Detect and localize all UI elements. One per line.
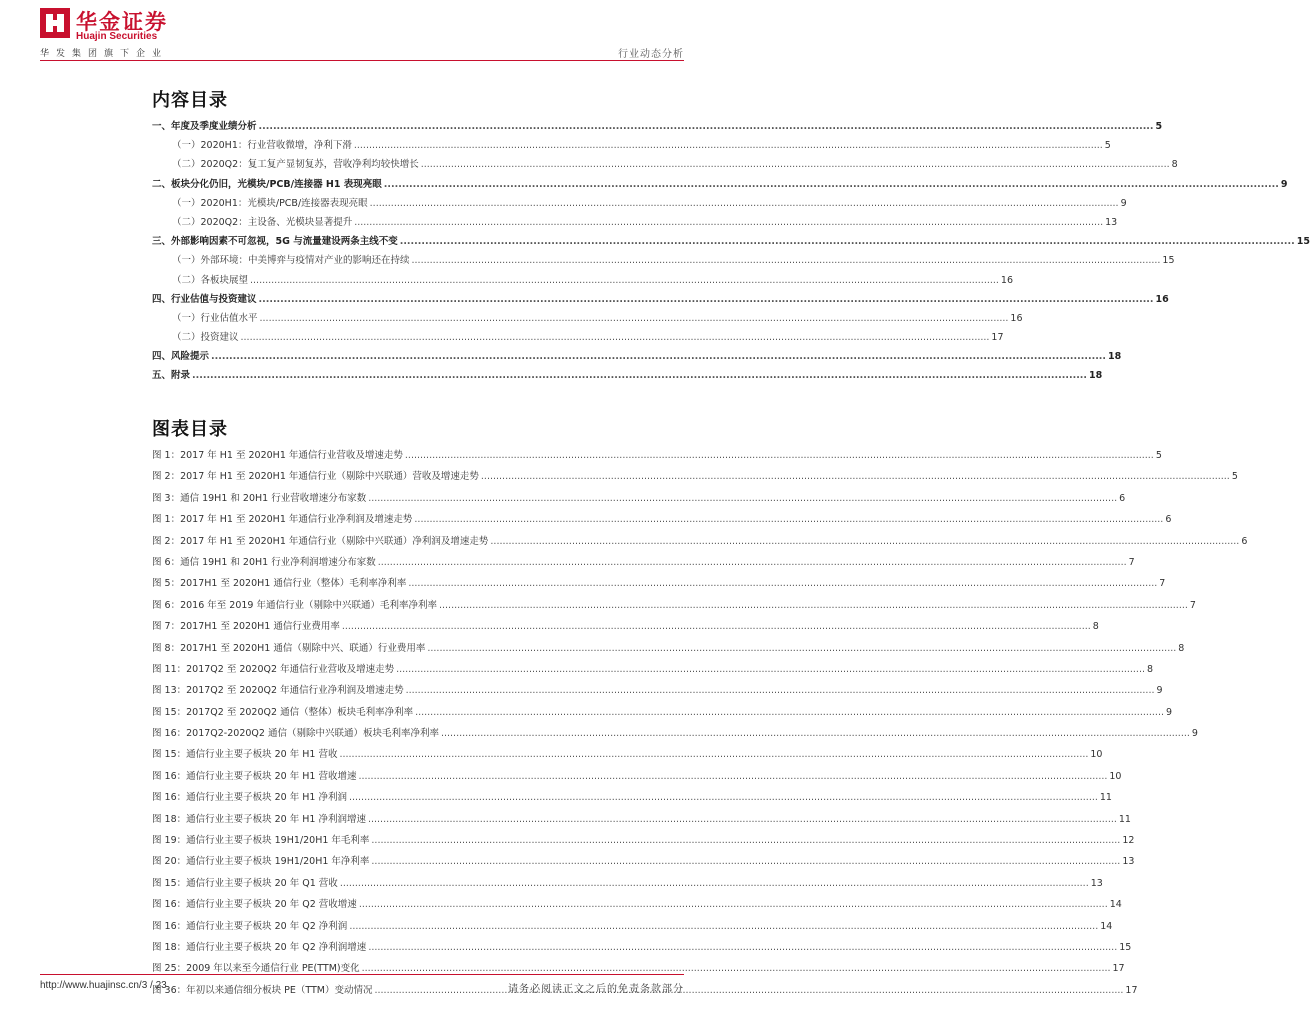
- figure-entry-page: 13: [1090, 877, 1103, 889]
- figure-entry-page: 8: [1092, 621, 1099, 633]
- dot-leader: [354, 136, 1103, 155]
- toc-entry-page: 18: [1089, 370, 1103, 382]
- figure-entry-page: 9: [1165, 706, 1173, 718]
- footer-url-page[interactable]: http://www.huajinsc.cn/3 / 23: [40, 980, 167, 991]
- dot-leader: [378, 552, 1127, 573]
- toc-entry-page: 13: [1105, 216, 1118, 228]
- toc-entry-text: （一）2020H1：行业营收微增，净利下滑: [172, 140, 352, 152]
- toc-entry-page: 16: [1155, 293, 1169, 305]
- figure-entry[interactable]: [152, 445, 1162, 466]
- toc-entry[interactable]: [152, 175, 1288, 194]
- figure-entry-text: 图 15：通信行业主要子板块 20 年 H1 营收: [152, 749, 338, 761]
- toc-title: 内容目录: [152, 90, 228, 111]
- dot-leader: [339, 744, 1088, 765]
- toc-entry-page: 16: [1000, 274, 1014, 286]
- figure-entry-page: 8: [1178, 642, 1185, 654]
- figure-entry[interactable]: [152, 702, 1173, 723]
- logo-english-name: Huajin Securities: [76, 31, 158, 42]
- figure-entry-text: 图 6：通信 19H1 和 20H1 行业净利润增速分布家数: [152, 556, 376, 568]
- dot-leader: [441, 723, 1190, 744]
- figure-entry-page: 13: [1122, 856, 1135, 868]
- dot-leader: [354, 213, 1103, 232]
- dot-leader: [427, 638, 1176, 659]
- dot-leader: [415, 702, 1164, 723]
- dot-leader: [412, 251, 1161, 270]
- figure-entry-page: 17: [1112, 963, 1125, 975]
- figure-entry-text: 图 16：通信行业主要子板块 20 年 H1 营收增速: [152, 770, 357, 782]
- toc-entry-text: （一）行业估值水平: [172, 312, 258, 324]
- toc-entry-text: 三、外部影响因素不可忽视，5G 与流量建设两条主线不变: [152, 236, 398, 248]
- figure-entry-text: 图 1：2017 年 H1 至 2020H1 年通信行业净利润及增速走势: [152, 514, 413, 526]
- toc-entry[interactable]: [152, 328, 1004, 347]
- dot-leader: [358, 766, 1107, 787]
- dot-leader: [368, 488, 1117, 509]
- figure-entry[interactable]: [152, 638, 1185, 659]
- toc-entry[interactable]: [152, 290, 1169, 309]
- toc-entry-page: 15: [1296, 236, 1310, 248]
- dot-leader: [490, 531, 1239, 552]
- figure-entry[interactable]: [152, 851, 1135, 872]
- figure-entry[interactable]: [152, 573, 1166, 594]
- toc-entry-text: 二、板块分化仍旧，光模块/PCB/连接器 H1 表现亮眼: [152, 178, 382, 190]
- page-header: [0, 0, 724, 70]
- figure-entry-text: 图 18：通信行业主要子板块 20 年 H1 净利润增速: [152, 813, 366, 825]
- figure-entry-text: 图 1：2017 年 H1 至 2020H1 年通信行业营收及增速走势: [152, 450, 403, 461]
- dot-leader: [359, 894, 1108, 915]
- figure-entry[interactable]: [152, 616, 1099, 637]
- dot-leader: [414, 509, 1163, 530]
- figure-entry-page: 12: [1122, 835, 1135, 847]
- toc-entry[interactable]: [152, 194, 1127, 213]
- toc-entry-text: 四、风险提示: [152, 351, 210, 363]
- figure-entry[interactable]: [152, 809, 1131, 830]
- toc-entry-page: 9: [1280, 178, 1288, 190]
- figure-entry-text: 图 16：2017Q2-2020Q2 通信（剔除中兴联通）板块毛利率净利率: [152, 728, 439, 740]
- figure-entry-text: 图 3：通信 19H1 和 20H1 行业营收增速分布家数: [152, 492, 367, 504]
- figure-entry-text: 图 18：通信行业主要子板块 20 年 Q2 净利润增速: [152, 941, 367, 953]
- dot-leader: [439, 595, 1188, 616]
- dot-leader: [481, 466, 1230, 487]
- toc-entry-page: 9: [1120, 197, 1127, 209]
- figure-entry-text: 图 15：通信行业主要子板块 20 年 Q1 营收: [152, 877, 338, 889]
- dot-leader: [342, 616, 1091, 637]
- figure-entry-text: 图 16：通信行业主要子板块 20 年 Q2 营收增速: [152, 899, 357, 911]
- dot-leader: [259, 117, 1154, 136]
- dot-leader: [371, 830, 1120, 851]
- figure-entry[interactable]: [152, 659, 1154, 680]
- toc-entry[interactable]: [152, 232, 1310, 251]
- figure-entry[interactable]: [152, 466, 1238, 487]
- figure-entry[interactable]: [152, 916, 1113, 937]
- dot-leader: [384, 175, 1279, 194]
- figure-entry-text: 图 7：2017H1 至 2020H1 通信行业费用率: [152, 621, 340, 633]
- figure-entry-text: 图 19：通信行业主要子板块 19H1/20H1 年毛利率: [152, 835, 370, 847]
- figure-entry-text: 图 15：2017Q2 至 2020Q2 通信（整体）板块毛利率净利率: [152, 706, 414, 718]
- figure-entry-page: 11: [1099, 792, 1112, 804]
- dot-leader: [241, 328, 990, 347]
- dot-leader: [375, 980, 1124, 1001]
- figure-entry-page: 9: [1156, 685, 1163, 697]
- figure-entry-page: 5: [1231, 471, 1238, 483]
- toc-entry-text: 一、年度及季度业绩分析: [152, 121, 257, 132]
- toc-entry-page: 17: [991, 332, 1004, 344]
- dot-leader: [368, 809, 1117, 830]
- toc-entry-page: 5: [1155, 121, 1163, 132]
- figure-entry[interactable]: [152, 766, 1122, 787]
- figure-entry[interactable]: [152, 958, 1125, 979]
- figure-entry[interactable]: [152, 552, 1135, 573]
- toc-entry-text: （二）各板块展望: [172, 274, 249, 286]
- figures-title: 图表目录: [152, 419, 228, 440]
- figure-entry-page: 6: [1119, 492, 1126, 504]
- dot-leader: [211, 347, 1106, 366]
- dot-leader: [340, 873, 1089, 894]
- figure-entry-page: 7: [1189, 599, 1196, 611]
- figure-entry[interactable]: [152, 787, 1112, 808]
- figure-entry-text: 图 16：通信行业主要子板块 20 年 Q2 净利润: [152, 920, 348, 932]
- figure-entry-page: 14: [1100, 920, 1113, 932]
- figure-entry[interactable]: [152, 680, 1163, 701]
- figure-entry-page: 10: [1109, 770, 1122, 782]
- group-affiliation: 华发集团旗下企业: [40, 49, 169, 59]
- toc-entry-page: 16: [1010, 312, 1023, 324]
- figure-entry[interactable]: [152, 531, 1248, 552]
- dot-leader: [406, 680, 1155, 701]
- toc-entry-text: （二）2020Q2：复工复产显韧复苏，营收净利均较快增长: [172, 159, 419, 171]
- toc-entry-page: 18: [1108, 351, 1122, 363]
- toc-entry-text: （二）2020Q2：主设备、光模块显著提升: [172, 216, 353, 228]
- figure-entry-text: 图 11：2017Q2 至 2020Q2 年通信行业营收及增速走势: [152, 663, 395, 675]
- toc-entry[interactable]: [152, 366, 1103, 385]
- figure-entry-page: 5: [1155, 450, 1162, 461]
- logo-chinese-name: 华金证券: [76, 10, 168, 34]
- figure-entry-text: 图 25：2009 年以来至今通信行业 PE(TTM)变化: [152, 963, 360, 975]
- figure-entry-page: 6: [1241, 535, 1248, 547]
- dot-leader: [421, 155, 1170, 174]
- figure-entry-page: 14: [1109, 899, 1122, 911]
- header-divider: [40, 60, 684, 61]
- toc-entry[interactable]: [152, 213, 1118, 232]
- footer-divider: [40, 974, 684, 975]
- toc-entry-text: （二）投资建议: [172, 332, 239, 344]
- figure-entry[interactable]: [152, 488, 1126, 509]
- figure-entry[interactable]: [152, 744, 1103, 765]
- toc-entry-text: 五、附录: [152, 370, 191, 382]
- figure-entry[interactable]: [152, 873, 1103, 894]
- dot-leader: [259, 290, 1154, 309]
- footer-disclaimer: 请务必阅读正文之后的免责条款部分: [508, 984, 684, 995]
- figure-entry-text: 图 8：2017H1 至 2020H1 通信（剔除中兴、联通）行业费用率: [152, 642, 426, 654]
- toc-entry-text: （一）外部环境：中美博弈与疫情对产业的影响还在持续: [172, 255, 410, 267]
- figure-entry[interactable]: [152, 509, 1172, 530]
- figure-entry-text: 图 6：2016 年至 2019 年通信行业（剔除中兴联通）毛利率净利率: [152, 599, 437, 611]
- figure-entry-page: 10: [1090, 749, 1103, 761]
- figure-entry-text: 图 2：2017 年 H1 至 2020H1 年通信行业（剔除中兴联通）营收及增速走势: [152, 471, 479, 483]
- figure-entry[interactable]: [152, 894, 1122, 915]
- dot-leader: [368, 937, 1117, 958]
- figure-entry[interactable]: [152, 723, 1198, 744]
- figure-entry-page: 9: [1191, 728, 1198, 740]
- toc-entry-page: 5: [1104, 140, 1111, 152]
- dot-leader: [396, 659, 1145, 680]
- figure-entry-text: 图 13：2017Q2 至 2020Q2 年通信行业净利润及增速走势: [152, 685, 404, 697]
- figure-entry-page: 15: [1119, 941, 1132, 953]
- toc-entry-page: 15: [1162, 255, 1175, 267]
- dot-leader: [250, 271, 999, 290]
- dot-leader: [349, 787, 1098, 808]
- toc-entry[interactable]: [152, 309, 1023, 328]
- dot-leader: [370, 194, 1119, 213]
- dot-leader: [408, 573, 1157, 594]
- dot-leader: [260, 309, 1009, 328]
- figure-entry-text: 图 5：2017H1 至 2020H1 通信行业（整体）毛利率净利率: [152, 578, 407, 590]
- figure-entry-page: 8: [1146, 663, 1154, 675]
- figures-list: [152, 445, 1248, 1001]
- toc-entry-text: （一）2020H1：光模块/PCB/连接器表现亮眼: [172, 197, 368, 209]
- figure-entry-page: 7: [1128, 556, 1135, 568]
- figure-entry-text: 图 2：2017 年 H1 至 2020H1 年通信行业（剔除中兴联通）净利润及增速走势: [152, 535, 489, 547]
- dot-leader: [400, 232, 1295, 251]
- toc-entry[interactable]: [152, 347, 1122, 366]
- figure-entry-page: 7: [1159, 578, 1166, 590]
- figure-entry-page: 6: [1165, 514, 1172, 526]
- figure-entry-page: 17: [1125, 984, 1138, 996]
- toc-entry[interactable]: [152, 271, 1014, 290]
- figure-entry-text: 图 20：通信行业主要子板块 19H1/20H1 年净利率: [152, 856, 370, 868]
- dot-leader: [371, 851, 1120, 872]
- huajin-logo-icon: [40, 8, 70, 38]
- toc-entry[interactable]: [152, 155, 1178, 174]
- figure-entry[interactable]: [152, 937, 1132, 958]
- figure-entry-text: 图 16：通信行业主要子板块 20 年 H1 净利润: [152, 792, 347, 804]
- toc-entry[interactable]: [152, 136, 1111, 155]
- toc-entry[interactable]: [152, 117, 1163, 136]
- dot-leader: [349, 916, 1098, 937]
- figure-entry[interactable]: [152, 595, 1196, 616]
- toc-entry-text: 四、行业估值与投资建议: [152, 293, 257, 305]
- dot-leader: [405, 445, 1154, 466]
- toc-entry-page: 8: [1171, 159, 1178, 171]
- report-type: 行业动态分析: [618, 49, 684, 60]
- toc-entry[interactable]: [152, 251, 1175, 270]
- dot-leader: [192, 366, 1087, 385]
- dot-leader: [362, 958, 1111, 979]
- figure-entry-text: 图 36：年初以来通信细分板块 PE（TTM）变动情况: [152, 984, 373, 996]
- figure-entry[interactable]: [152, 830, 1135, 851]
- toc-list: [152, 117, 1310, 386]
- figure-entry-page: 11: [1118, 813, 1131, 825]
